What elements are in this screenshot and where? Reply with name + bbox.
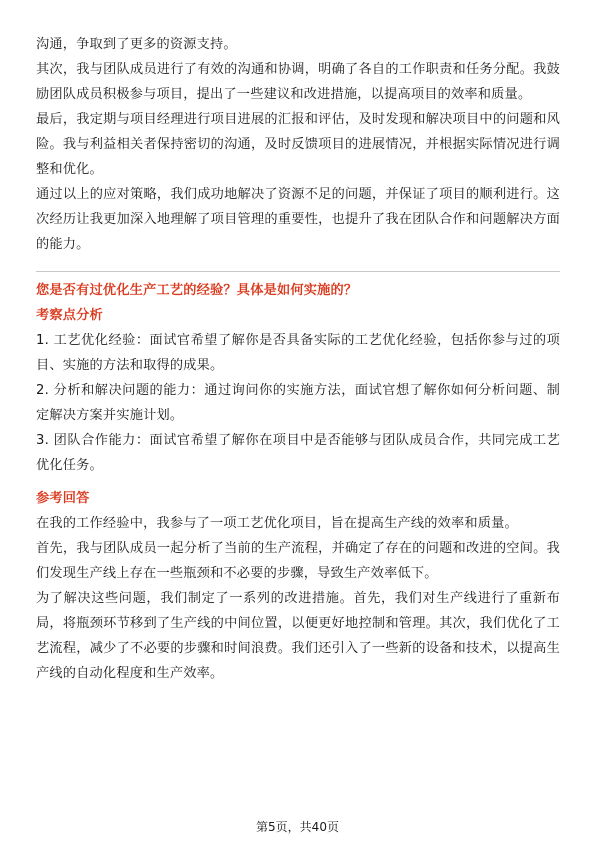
section-divider — [36, 271, 560, 272]
question-title: 您是否有过优化生产工艺的经验？具体是如何实施的？ — [36, 283, 358, 298]
answer-paragraph: 首先，我与团队成员一起分析了当前的生产流程，并确定了存在的问题和改进的空间。我们发现生产线上存在一些瓶颈和不必要的步骤，导致生产效率低下。 — [36, 541, 560, 581]
intro-paragraph: 通过以上的应对策略，我们成功地解决了资源不足的问题，并保证了项目的顺利进行。这次经历让我更加深入地理解了项目管理的重要性，也提升了我在团队合作和问题解决方面的能力。 — [36, 187, 560, 252]
analysis-list — [36, 328, 560, 478]
answer-heading: 参考回答 — [36, 491, 90, 506]
answer-paragraph: 在我的工作经验中，我参与了一项工艺优化项目，旨在提高生产线的效率和质量。 — [36, 516, 518, 531]
intro-section — [36, 32, 560, 257]
analysis-item: 3. 团队合作能力：面试官希望了解你在项目中是否能够与团队成员合作，共同完成工艺优化任务。 — [36, 433, 560, 473]
page-footer: 第5页，共40页 — [256, 820, 339, 834]
analysis-heading: 考察点分析 — [36, 308, 103, 323]
document-page — [36, 32, 560, 686]
intro-paragraph: 最后，我定期与项目经理进行项目进展的汇报和评估，及时发现和解决项目中的问题和风险。我与利益相关者保持密切的沟通，及时反馈项目的进展情况，并根据实际情况进行调整和优化。 — [36, 112, 560, 177]
answer-paragraph: 为了解决这些问题，我们制定了一系列的改进措施。首先，我们对生产线进行了重新布局，将瓶颈环节移到了生产线的中间位置，以便更好地控制和管理。其次，我们优化了工艺流程，减少了不必要的步骤和时间浪费。我们还引入了一些新的设备和技术，以提高生产线的自动化程度和生产效率。 — [36, 591, 560, 681]
intro-paragraph: 其次，我与团队成员进行了有效的沟通和协调，明确了各自的工作职责和任务分配。我鼓励团队成员积极参与项目，提出了一些建议和改进措施，以提高项目的效率和质量。 — [36, 62, 560, 102]
spacer — [36, 478, 560, 486]
analysis-item: 2. 分析和解决问题的能力：通过询问你的实施方法，面试官想了解你如何分析问题、制定解决方案并实施计划。 — [36, 383, 560, 423]
analysis-item: 1. 工艺优化经验：面试官希望了解你是否具备实际的工艺优化经验，包括你参与过的项目、实施的方法和取得的成果。 — [36, 333, 560, 373]
answer-body — [36, 511, 560, 686]
intro-paragraph: 沟通，争取到了更多的资源支持。 — [36, 37, 237, 52]
